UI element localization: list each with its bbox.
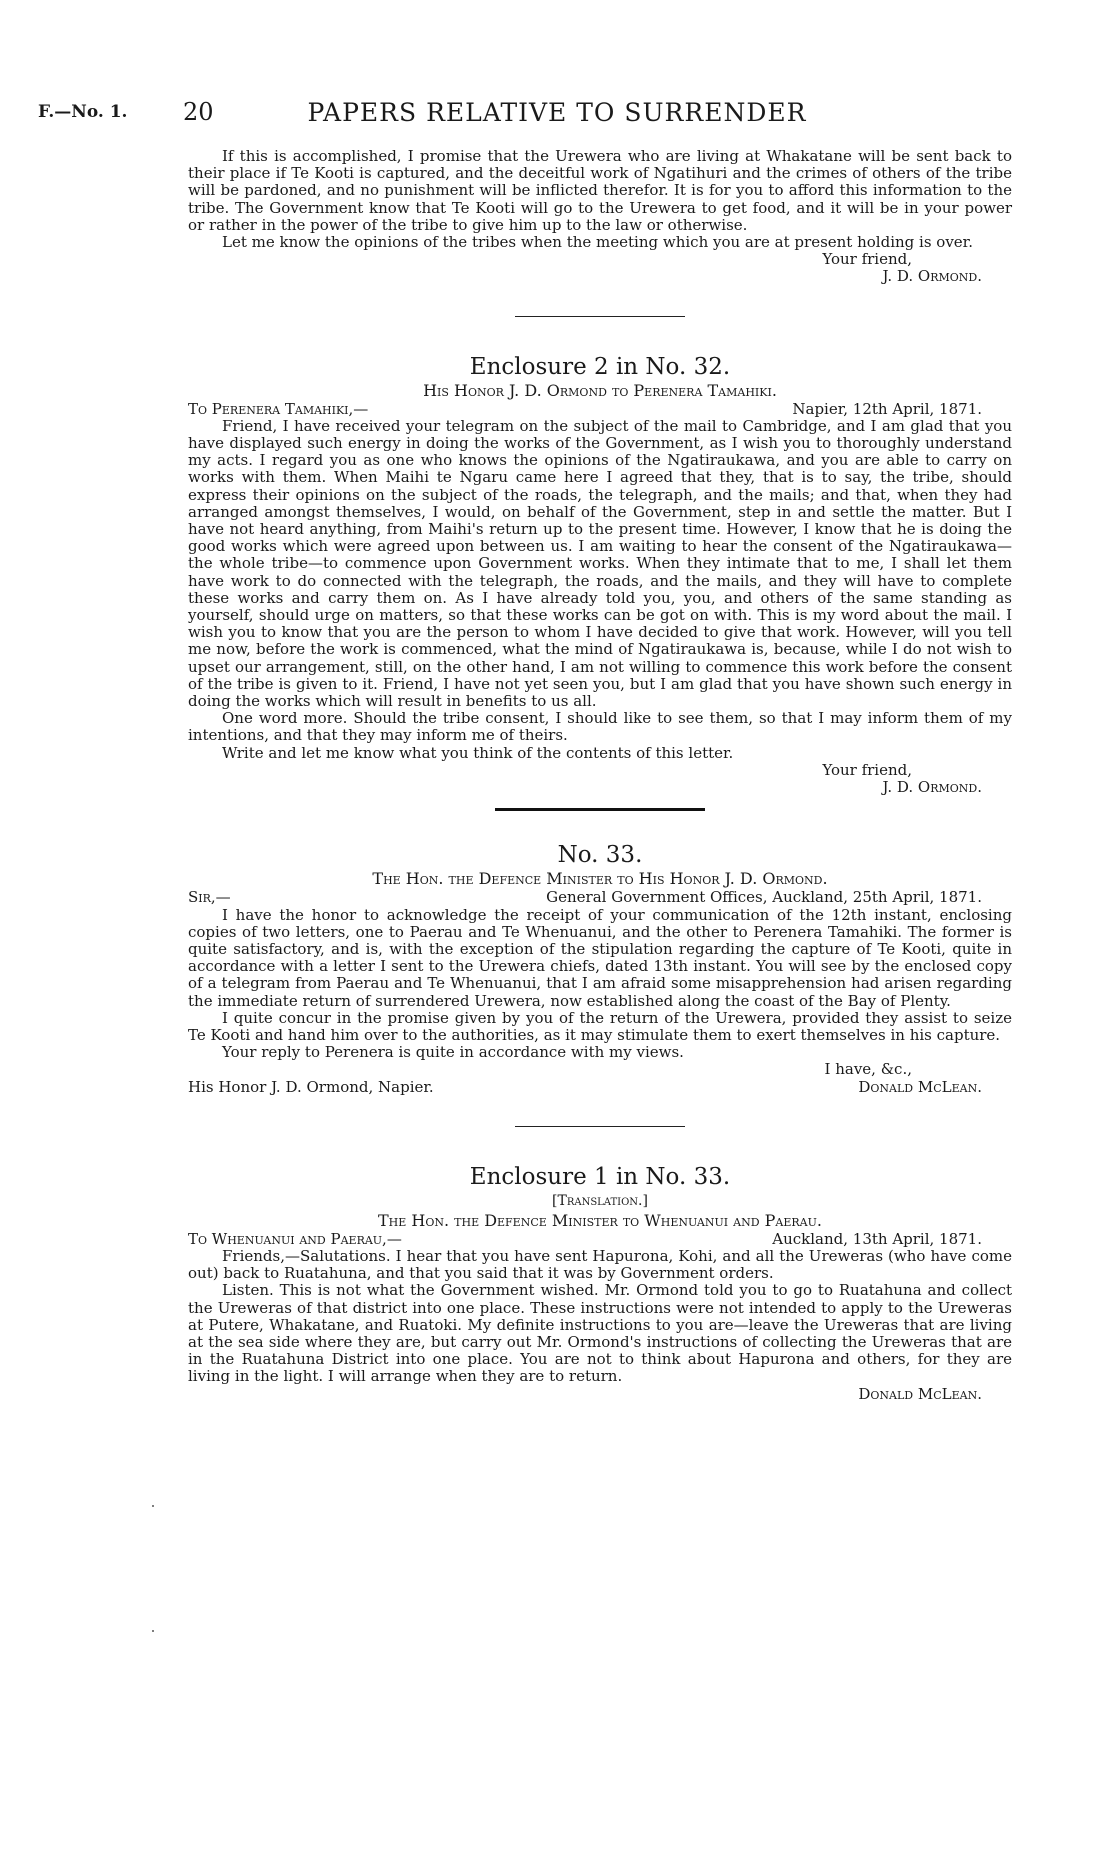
place-date: General Government Offices, Auckland, 25th April, 1871. xyxy=(546,888,982,907)
paragraph: If this is accomplished, I promise that the Urewera who are living at Whakatane will be sent back to their place if Te Kooti is captured, and the deceitful work of Ngatihuri and the crimes of others of the tribe will be pardoned, and no punishment will be inflicted therefor. It is for you to afford this information to the tribe. The Government know that Te Kooti will go to the Urewera to get food, and it will be in your power or rather in the power of the tribe to give him up to the law or otherwise. xyxy=(188,147,1012,234)
enclosure-2-no-32 xyxy=(188,353,1012,797)
paragraph: Your reply to Perenera is quite in accordance with my views. xyxy=(222,1043,684,1062)
address-line xyxy=(188,401,1012,418)
translation-note: [Translation.] xyxy=(552,1192,648,1209)
place-date: Auckland, 13th April, 1871. xyxy=(772,1229,982,1248)
salutation: To Whenuanui and Paerau,— xyxy=(188,1229,402,1248)
paragraph: Listen. This is not what the Government wished. Mr. Ormond told you to go to Ruatahuna and collect the Ureweras of that district into one place. These instructions were not intended to apply to the Ureweras at Putere, Whakatane, and Ruatoki. My definite instructions to you are—leave the Ureweras that are living at the sea side where they are, but carry out Mr. Ormond's instructions of collecting the Ureweras that are in the Ruatahuna District into one place. You are not to think about Hapurona and others, for they are living in the light. I will arrange when they are to return. xyxy=(188,1281,1012,1386)
section-subheading: The Hon. the Defence Minister to His Honor J. D. Ormond. xyxy=(372,869,828,889)
section-divider xyxy=(515,1126,685,1127)
section-heading: Enclosure 1 in No. 33. xyxy=(469,1163,731,1190)
section-subheading: His Honor J. D. Ormond to Perenera Tamahiki. xyxy=(423,380,777,400)
scan-speck xyxy=(152,1630,154,1632)
paragraph: Let me know the opinions of the tribes when the meeting which you are at present holding is over. xyxy=(222,233,973,252)
section-divider xyxy=(515,316,685,317)
place-date: Napier, 12th April, 1871. xyxy=(792,399,982,418)
address-line xyxy=(188,1231,1012,1248)
signature: Donald McLean. xyxy=(858,1077,982,1096)
scan-speck xyxy=(152,1505,154,1507)
running-header xyxy=(0,98,1114,128)
paragraph: I have the honor to acknowledge the receipt of your communication of the 12th instant, enclosing copies of two letters, one to Paerau and Te Whenuanui, and the other to Perenera Tamahiki. The former is quite satisfactory, and is, with the exception of the stipulation regarding the capture of Te Kooti, quite in accordance with a letter I sent to the Urewera chiefs, dated 13th instant. You will see by the enclosed copy of a telegram from Paerau and Te Whenuanui, that I am afraid some misapprehension had arisen regarding the immediate return of surrendered Urewera, now established along the coast of the Bay of Plenty. xyxy=(188,905,1012,1010)
salutation: Sir,— xyxy=(188,888,231,907)
section-subheading: The Hon. the Defence Minister to Whenuanui and Paerau. xyxy=(378,1210,822,1230)
closing: Your friend, xyxy=(822,760,912,779)
addressee-line xyxy=(188,1079,1012,1096)
paragraph: Write and let me know what you think of the contents of this letter. xyxy=(222,743,734,762)
letter-no-33 xyxy=(188,841,1012,1095)
addressee: His Honor J. D. Ormond, Napier. xyxy=(188,1077,434,1096)
paragraph: Friends,—Salutations. I hear that you have sent Hapurona, Kohi, and all the Ureweras (who have come out) back to Ruatahuna, and that you said that it was by Government orders. xyxy=(188,1246,1012,1283)
paragraph: I quite concur in the promise given by you of the return of the Urewera, provided they assist to seize Te Kooti and hand him over to the authorities, as it may stimulate them to exert themselves in his capture. xyxy=(188,1008,1012,1044)
closing: I have, &c., xyxy=(824,1060,912,1079)
address-line xyxy=(188,889,1012,906)
closing: Your friend, xyxy=(822,250,912,269)
enclosure-1-no-33 xyxy=(188,1163,1012,1403)
paragraph: One word more. Should the tribe consent, I should like to see them, so that I may inform them of my intentions, and that they may inform me of theirs. xyxy=(188,709,1012,745)
document-reference: F.—No. 1. xyxy=(38,102,128,122)
page-body xyxy=(188,148,1012,1403)
letter-continuation xyxy=(188,148,1012,286)
signature: Donald McLean. xyxy=(858,1384,982,1403)
section-divider-thick xyxy=(495,808,705,811)
signature: J. D. Ormond. xyxy=(882,778,982,797)
section-heading: No. 33. xyxy=(557,842,643,869)
section-heading: Enclosure 2 in No. 32. xyxy=(469,353,731,380)
salutation: To Perenera Tamahiki,— xyxy=(188,399,369,418)
paragraph: Friend, I have received your telegram on the subject of the mail to Cambridge, and I am glad that you have displayed such energy in doing the works of the Government, as I wish you to thoroughly understand my acts. I regard you as one who knows the opinions of the Ngatiraukawa, and you are able to carry on works with them. When Maihi te Ngaru came here I agreed that they, that is to say, the tribe, should express their opinions on the subject of the roads, the telegraph, and the mails; and that, when they had arranged amongst themselves, I would, on behalf of the Government, step in and settle the matter. But I have not heard anything, from Maihi's return up to the present time. However, I know that he is doing the good works which were agreed upon between us. I am waiting to hear the consent of the Ngatiraukawa—the whole tribe—to commence upon Government works. When they intimate that to me, I shall let them have work to do connected with the telegraph, the roads, and the mails, and they will have to complete these works and carry them on. As I have already told you, you, and others of the same standing as yourself, should urge on matters, so that these works can be got on with. This is my word about the mail. I wish you to know that you are the person to whom I have decided to give that work. However, will you tell me now, before the work is commenced, what the mind of Ngatiraukawa is, because, while I do not wish to upset our arrangement, still, on the other hand, I am not willing to commence this work before the consent of the tribe is given to it. Friend, I have not yet seen you, but I am glad that you have shown such energy in doing the works which will result in benefits to us all. xyxy=(188,416,1012,711)
page-number: 20 xyxy=(183,98,214,126)
running-title: PAPERS RELATIVE TO SURRENDER xyxy=(307,98,807,127)
signature: J. D. Ormond. xyxy=(882,267,982,286)
